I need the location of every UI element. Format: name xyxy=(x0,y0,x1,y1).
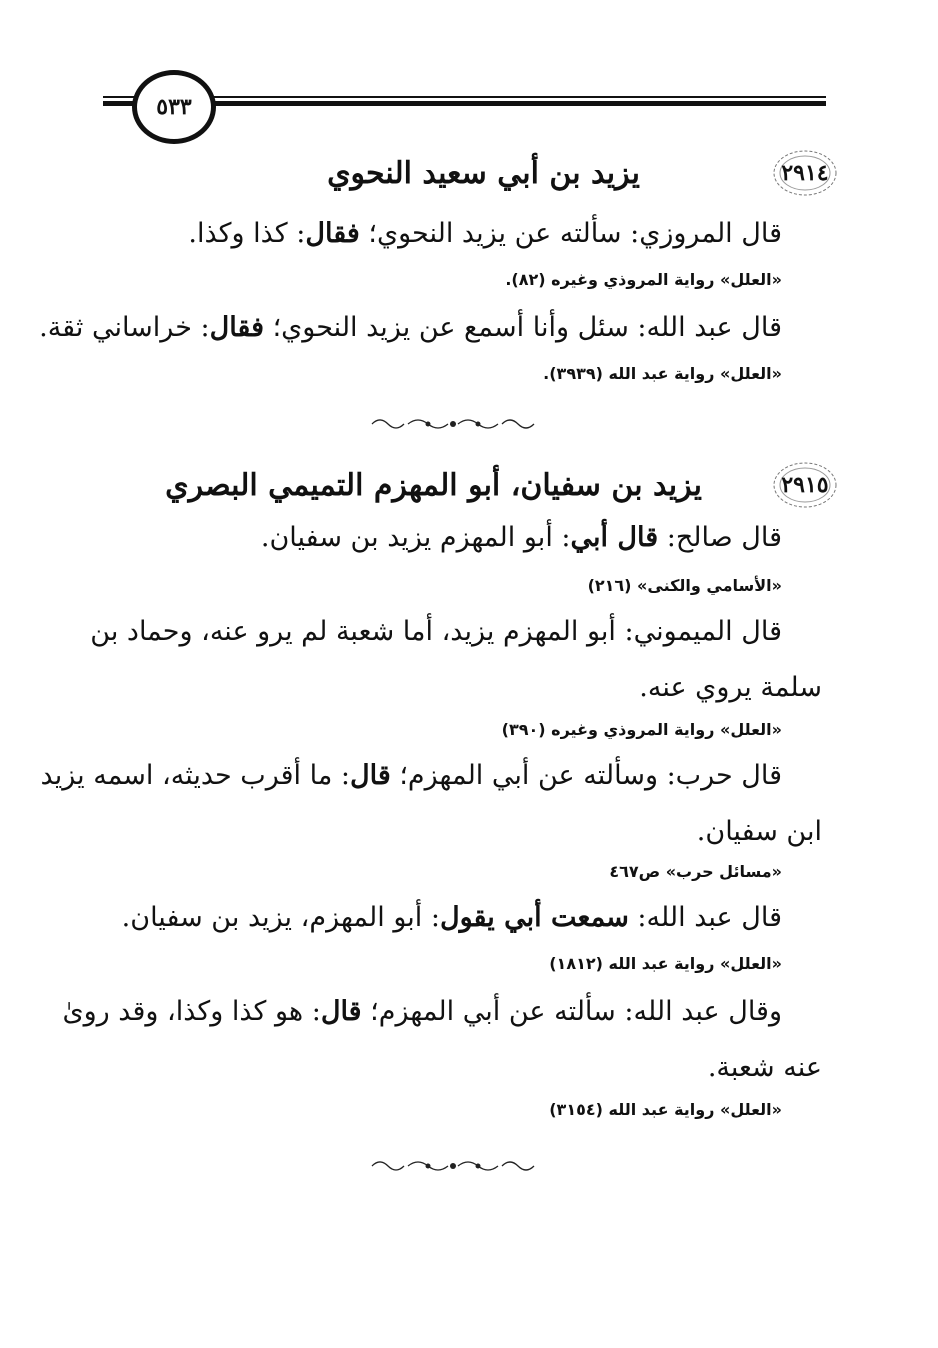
narration-line: ابن سفيان. xyxy=(696,816,822,847)
narration-line: قال حرب: وسألته عن أبي المهزم؛ قال: ما أقرب حديثه، اسمه يزيد xyxy=(40,760,782,791)
narration-line: قال عبد الله: سئل وأنا أسمع عن يزيد النحوي؛ فقال: خراساني ثقة. xyxy=(39,312,782,343)
narration-line: وقال عبد الله: سألته عن أبي المهزم؛ قال: هو كذا وكذا، وقد روىٰ xyxy=(62,996,782,1027)
floral-divider-icon xyxy=(368,1158,538,1174)
entry-title: يزيد بن أبي سعيد النحوي xyxy=(327,156,640,191)
page-number: ٥٣٣ xyxy=(132,70,216,144)
narration-line: سلمة يروي عنه. xyxy=(639,672,822,703)
source-citation: «مسائل حرب» ص٤٦٧ xyxy=(609,862,782,881)
source-citation: «العلل» رواية المروذي وغيره (٨٢). xyxy=(505,270,782,289)
source-citation: «العلل» رواية عبد الله (٣٩٣٩). xyxy=(543,364,782,383)
floral-divider-icon xyxy=(368,416,538,432)
entry-number-badge xyxy=(772,148,838,198)
source-citation: «العلل» رواية المروذي وغيره (٣٩٠) xyxy=(501,720,782,739)
entry-number-badge xyxy=(772,460,838,510)
source-citation: «العلل» رواية عبد الله (٣١٥٤) xyxy=(549,1100,782,1119)
narration-line: قال عبد الله: سمعت أبي يقول: أبو المهزم، يزيد بن سفيان. xyxy=(121,902,782,933)
entry-number: ٢٩١٤ xyxy=(781,160,829,186)
narration-line: عنه شعبة. xyxy=(707,1052,822,1083)
entry-title: يزيد بن سفيان، أبو المهزم التميمي البصري xyxy=(165,468,702,503)
narration-line: قال صالح: قال أبي: أبو المهزم يزيد بن سفيان. xyxy=(260,522,782,553)
source-citation: «الأسامي والكنى» (٢١٦) xyxy=(587,576,782,595)
narration-line: قال المروزي: سألته عن يزيد النحوي؛ فقال: كذا وكذا. xyxy=(188,218,782,249)
source-citation: «العلل» رواية عبد الله (١٨١٢) xyxy=(549,954,782,973)
entry-number: ٢٩١٥ xyxy=(781,472,829,498)
narration-line: قال الميموني: أبو المهزم يزيد، أما شعبة لم يرو عنه، وحماد بن xyxy=(90,616,782,647)
